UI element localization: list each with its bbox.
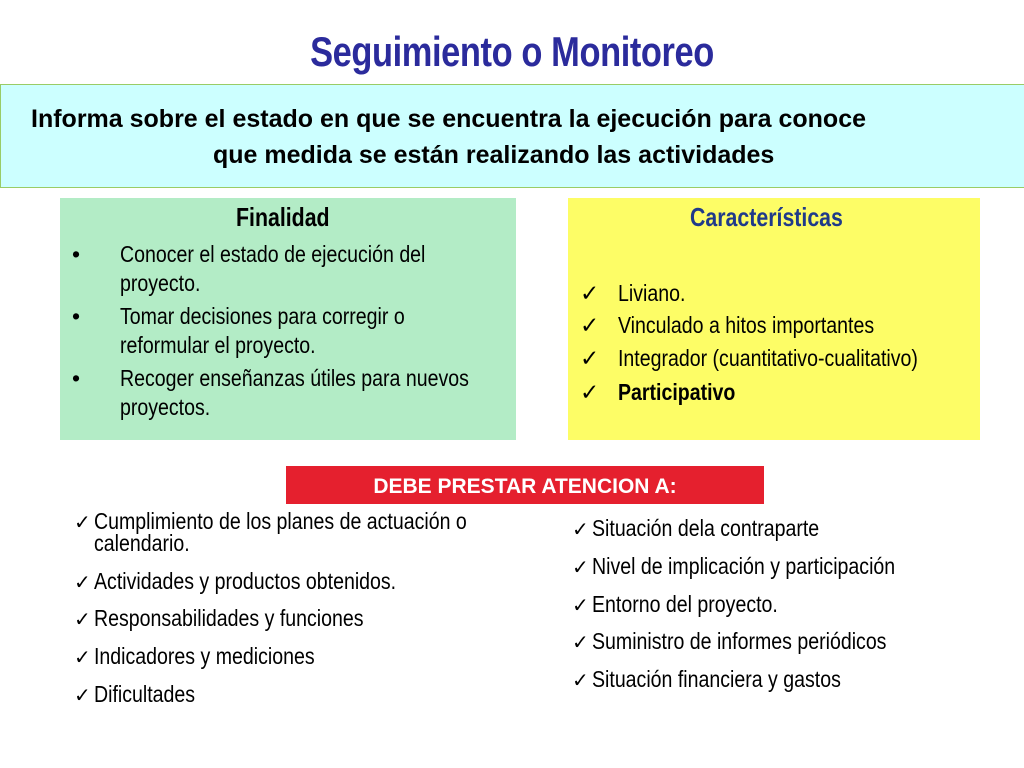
checkmark-icon: ✓ bbox=[580, 345, 600, 371]
caracteristicas-panel bbox=[568, 198, 980, 440]
checkmark-icon: ✓ bbox=[572, 632, 589, 654]
attention-item-line: Dificultades bbox=[94, 681, 196, 707]
bullet-icon: • bbox=[72, 303, 81, 329]
attention-item-line: Situación financiera y gastos bbox=[592, 666, 841, 692]
slide-title: Seguimiento o Monitoreo bbox=[310, 28, 714, 75]
checkmark-icon: ✓ bbox=[74, 572, 91, 594]
attention-item-line: Nivel de implicación y participación bbox=[592, 553, 896, 579]
intro-box bbox=[0, 84, 1024, 188]
finalidad-panel bbox=[60, 198, 516, 440]
checkmark-icon: ✓ bbox=[572, 595, 589, 617]
bullet-icon: • bbox=[72, 365, 81, 391]
caracteristica-label: Integrador (cuantitativo-cualitativo) bbox=[618, 345, 918, 371]
finalidad-heading: Finalidad bbox=[236, 202, 330, 232]
intro-line-1: Informa sobre el estado en que se encuentra la ejecución para conoce bbox=[31, 105, 866, 133]
attention-item-line: Indicadores y mediciones bbox=[94, 643, 315, 669]
attention-item-line: calendario. bbox=[94, 530, 190, 556]
attention-item-line: Entorno del proyecto. bbox=[592, 591, 778, 617]
finalidad-item-line: Tomar decisiones para corregir o bbox=[120, 303, 405, 329]
intro-line-2: que medida se están realizando las actividades bbox=[213, 141, 775, 169]
checkmark-icon: ✓ bbox=[74, 609, 91, 631]
checkmark-icon: ✓ bbox=[74, 512, 91, 534]
finalidad-item-line: Conocer el estado de ejecución del bbox=[120, 241, 426, 267]
attention-item-line: Situación dela contraparte bbox=[592, 515, 820, 541]
attention-item-line: Actividades y productos obtenidos. bbox=[94, 568, 397, 594]
checkmark-icon: ✓ bbox=[74, 685, 91, 707]
checkmark-icon: ✓ bbox=[580, 280, 600, 306]
finalidad-item-line: Recoger enseñanzas útiles para nuevos bbox=[120, 365, 469, 391]
checkmark-icon: ✓ bbox=[580, 379, 600, 405]
caracteristica-label: Liviano. bbox=[618, 280, 686, 306]
checkmark-icon: ✓ bbox=[572, 670, 589, 692]
checkmark-icon: ✓ bbox=[572, 557, 589, 579]
attention-item-line: Suministro de informes periódicos bbox=[592, 628, 887, 654]
finalidad-item-line: proyectos. bbox=[120, 394, 211, 420]
checkmark-icon: ✓ bbox=[580, 312, 600, 338]
caracteristica-label: Participativo bbox=[618, 379, 736, 405]
attention-item-line: Responsabilidades y funciones bbox=[94, 605, 364, 631]
caracteristicas-heading: Características bbox=[690, 202, 843, 232]
attention-item-line: Cumplimiento de los planes de actuación o bbox=[94, 508, 467, 534]
attention-banner-label: DEBE PRESTAR ATENCION A: bbox=[373, 475, 677, 498]
finalidad-item-line: proyecto. bbox=[120, 270, 201, 296]
finalidad-item-line: reformular el proyecto. bbox=[120, 332, 316, 358]
checkmark-icon: ✓ bbox=[74, 647, 91, 669]
caracteristica-label: Vinculado a hitos importantes bbox=[618, 312, 875, 338]
bullet-icon: • bbox=[72, 241, 81, 267]
checkmark-icon: ✓ bbox=[572, 519, 589, 541]
attention-banner bbox=[286, 464, 764, 504]
